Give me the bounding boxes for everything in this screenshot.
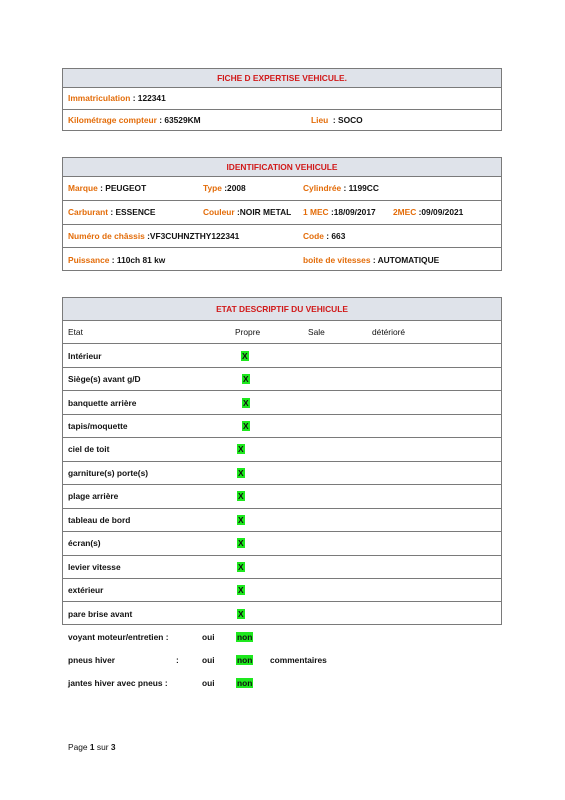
puissance-field <box>68 248 165 272</box>
etat-row <box>63 532 501 555</box>
couleur-value: :NOIR METAL <box>236 207 292 218</box>
etat-row <box>63 556 501 579</box>
type-value: :2008 <box>224 183 246 194</box>
mec2-field <box>393 201 463 224</box>
etat-item-label: tableau de bord <box>68 514 131 525</box>
etat-item-label: tapis/moquette <box>68 421 128 432</box>
col-deteriore: détérioré <box>372 327 406 338</box>
etat-item-label: écran(s) <box>68 538 101 549</box>
boite-field <box>303 248 439 272</box>
mec2-value: :09/09/2021 <box>418 207 464 218</box>
etat-item-label: plage arrière <box>68 491 119 502</box>
lieu-value: : SOCO <box>332 115 363 126</box>
chassis-value: :VF3CUHNZTHY122341 <box>147 230 240 241</box>
etat-title: ETAT DESCRIPTIF DU VEHICULE <box>63 298 501 321</box>
etat-item-label: ciel de toit <box>68 444 110 455</box>
kilometrage-row <box>63 110 501 132</box>
pneus-oui: oui <box>202 655 215 665</box>
chassis-field <box>68 225 239 248</box>
page-current: 1 <box>89 742 95 752</box>
cylindree-value: : 1199CC <box>343 183 379 194</box>
boite-label: boite de vitesses <box>303 255 371 266</box>
etat-item-label: Siège(s) avant g/D <box>68 374 141 385</box>
immatriculation-field <box>68 88 166 109</box>
col-etat: Etat <box>68 327 83 338</box>
etat-item-label: Intérieur <box>68 350 102 361</box>
propre-mark: X <box>243 397 249 408</box>
etat-item-label: garniture(s) porte(s) <box>68 467 149 478</box>
lieu-field <box>311 110 363 132</box>
propre-mark: X <box>238 444 244 455</box>
kilometrage-value: : 63529KM <box>159 115 201 126</box>
identification-table <box>62 157 502 271</box>
page-total: 3 <box>110 742 116 752</box>
propre-mark: X <box>242 350 248 361</box>
boite-value: : AUTOMATIQUE <box>372 255 440 266</box>
etat-row <box>63 368 501 391</box>
etat-row <box>63 602 501 625</box>
etat-columns-row <box>63 321 501 344</box>
identification-row-2 <box>63 201 501 225</box>
identification-title: IDENTIFICATION VEHICULE <box>63 158 501 177</box>
pneus-label: pneus hiver <box>68 655 116 665</box>
propre-mark: X <box>243 374 249 385</box>
identification-row-1 <box>63 177 501 201</box>
carburant-field <box>68 201 156 224</box>
code-field <box>303 225 345 248</box>
puissance-value: : 110ch 81 kw <box>111 255 166 266</box>
propre-mark: X <box>238 467 244 478</box>
identification-row-3 <box>63 225 501 249</box>
page-number <box>68 742 116 752</box>
kilometrage-label: Kilométrage compteur <box>68 115 157 126</box>
jantes-label: jantes hiver avec pneus : <box>68 678 168 688</box>
etat-descriptif-table <box>62 297 502 625</box>
fiche-title: FICHE D EXPERTISE VEHICULE. <box>63 69 501 88</box>
propre-mark: X <box>238 538 244 549</box>
carburant-label: Carburant <box>68 207 109 218</box>
marque-value: : PEUGEOT <box>100 183 147 194</box>
propre-mark: X <box>238 585 244 596</box>
voyant-non: non <box>237 632 253 642</box>
etat-row <box>63 485 501 508</box>
type-field <box>203 177 246 200</box>
chassis-label: Numéro de châssis <box>68 230 145 241</box>
etat-row <box>63 391 501 414</box>
propre-mark: X <box>238 491 244 502</box>
etat-item-label: extérieur <box>68 585 104 596</box>
voyant-label: voyant moteur/entretien : <box>68 632 169 642</box>
etat-row <box>63 344 501 367</box>
mec2-label: 2MEC <box>393 207 417 218</box>
etat-item-label: pare brise avant <box>68 609 133 620</box>
propre-mark: X <box>238 561 244 572</box>
mec1-field <box>303 201 376 224</box>
kilometrage-field <box>68 110 201 132</box>
carburant-value: : ESSENCE <box>110 207 156 218</box>
cylindree-field <box>303 177 379 200</box>
mec1-value: :18/09/2017 <box>330 207 376 218</box>
col-propre: Propre <box>235 327 261 338</box>
marque-field <box>68 177 146 200</box>
propre-mark: X <box>243 421 249 432</box>
lieu-label: Lieu <box>311 115 329 126</box>
col-sale: Sale <box>308 327 325 338</box>
voyant-oui: oui <box>202 632 215 642</box>
fiche-expertise-table <box>62 68 502 131</box>
code-label: Code <box>303 230 324 241</box>
jantes-oui: oui <box>202 678 215 688</box>
couleur-field <box>203 201 291 224</box>
pneus-colon: : <box>176 655 179 665</box>
immatriculation-value: : 122341 <box>132 93 166 104</box>
etat-row <box>63 415 501 438</box>
jantes-non: non <box>237 678 253 688</box>
code-value: : 663 <box>326 230 346 241</box>
commentaires-label: commentaires <box>270 655 327 665</box>
puissance-label: Puissance <box>68 255 110 266</box>
etat-item-label: levier vitesse <box>68 561 121 572</box>
immatriculation-label: Immatriculation <box>68 93 131 104</box>
propre-mark: X <box>238 609 244 620</box>
page-prefix: Page <box>68 742 90 752</box>
etat-item-label: banquette arrière <box>68 397 137 408</box>
mec1-label: 1 MEC <box>303 207 329 218</box>
identification-row-4 <box>63 248 501 272</box>
type-label: Type <box>203 183 222 194</box>
immatriculation-row <box>63 88 501 110</box>
propre-mark: X <box>238 514 244 525</box>
etat-row <box>63 509 501 532</box>
couleur-label: Couleur <box>203 207 235 218</box>
page-sur: sur <box>94 742 111 752</box>
etat-row <box>63 579 501 602</box>
etat-row <box>63 462 501 485</box>
etat-row <box>63 438 501 461</box>
marque-label: Marque <box>68 183 98 194</box>
pneus-non: non <box>237 655 253 665</box>
cylindree-label: Cylindrée <box>303 183 342 194</box>
